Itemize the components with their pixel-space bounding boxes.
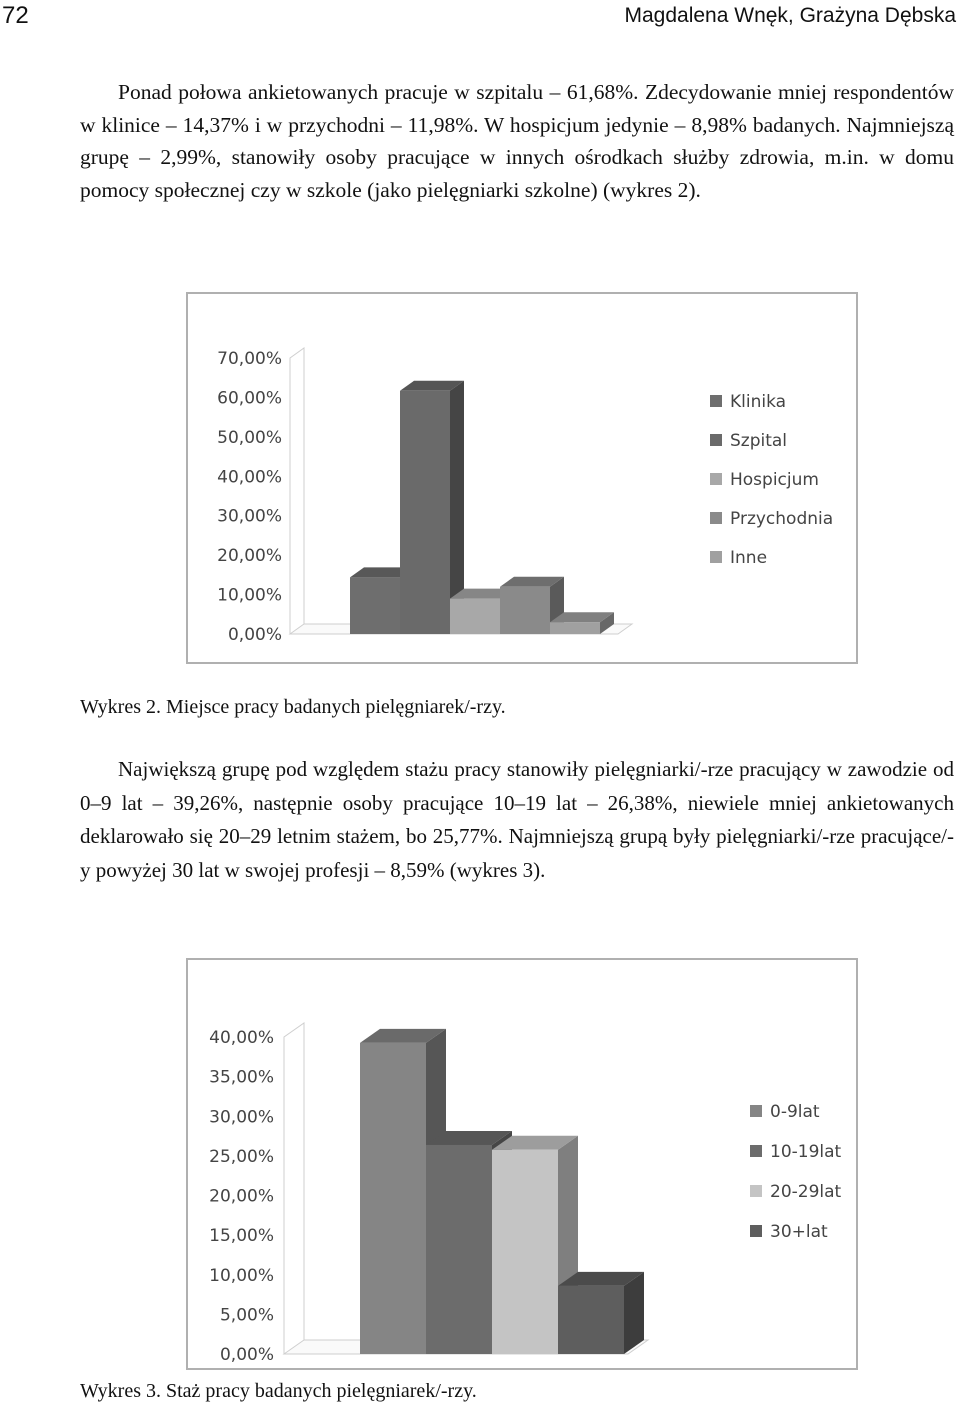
chart-wall: [284, 1023, 304, 1354]
bar-front: [360, 1043, 426, 1354]
legend-swatch: [750, 1185, 762, 1197]
bar-30-lat: [558, 1272, 644, 1354]
legend-label: 30+lat: [770, 1222, 828, 1242]
legend-swatch: [710, 395, 722, 407]
bar-front: [558, 1286, 624, 1354]
chart-workplace-plot: [188, 294, 856, 662]
caption-chart-3: Wykres 3. Staż pracy badanych pielęgniarek/-rzy.: [80, 1380, 477, 1402]
bar-front: [500, 587, 550, 634]
paragraph-seniority: Największą grupę pod względem stażu pracy stanowiły pielęgniarki/-rze pracujący w zawodzie od 0–9 lat – 39,26%, następnie osoby pracujące 10–19 lat – 26,38%, niewiele mniej ankietowanych deklarowało się 20–29 letnim stażem, bo 25,77%. Najmniejszą grupą były pielęgniarki/-rze pracujące/-y powyżej 30 lat w swojej profesji – 8,59% (wykres 3).: [80, 757, 954, 882]
legend-swatch: [710, 551, 722, 563]
legend-swatch: [750, 1145, 762, 1157]
caption-chart-2: Wykres 2. Miejsce pracy badanych pielęgniarek/-rzy.: [80, 696, 506, 718]
y-tick-label: 0,00%: [219, 1345, 274, 1365]
legend-swatch: [710, 512, 722, 524]
legend-label: Hospicjum: [730, 470, 819, 490]
y-tick-label: 30,00%: [209, 1107, 274, 1128]
legend-swatch: [750, 1105, 762, 1117]
y-tick-label: 10,00%: [209, 1265, 274, 1286]
y-tick-label: 0,00%: [227, 625, 282, 645]
y-tick-label: 15,00%: [209, 1226, 274, 1247]
y-tick-label: 30,00%: [217, 506, 282, 527]
y-tick-label: 20,00%: [217, 546, 282, 567]
legend-label: Szpital: [730, 431, 788, 451]
bar-front: [550, 622, 600, 634]
y-tick-label: 60,00%: [217, 388, 282, 409]
bar-inne: [550, 612, 614, 634]
legend-swatch: [710, 434, 722, 446]
chart-seniority: [186, 958, 858, 1370]
bar-front: [450, 599, 500, 634]
legend-label: Przychodnia: [730, 509, 834, 529]
legend-label: 20-29lat: [770, 1182, 842, 1202]
legend-label: 0-9lat: [770, 1102, 820, 1122]
legend-swatch: [750, 1225, 762, 1237]
chart-workplace: [186, 292, 858, 664]
running-header-authors: Magdalena Wnęk, Grażyna Dębska: [624, 4, 956, 27]
y-tick-label: 25,00%: [209, 1146, 274, 1167]
bar-front: [400, 391, 450, 634]
y-tick-label: 20,00%: [209, 1186, 274, 1207]
y-tick-label: 5,00%: [219, 1305, 274, 1326]
chart-seniority-plot: [188, 960, 856, 1368]
page-number: 72: [2, 2, 29, 29]
chart-wall: [290, 348, 304, 634]
legend-label: 10-19lat: [770, 1142, 842, 1162]
paragraph-workplace: Ponad połowa ankietowanych pracuje w szpitalu – 61,68%. Zdecydowanie mniej respondentów w klinice – 14,37% i w przychodni – 11,98%. W hospicjum jedynie – 8,98% badanych. Najmniejszą grupę – 2,99%, stanowiły osoby pracujące w innych ośrodkach służby zdrowia, m.in. w domu pomocy społecznej czy w szkole (jako pielęgniarki szkolne) (wykres 2).: [80, 80, 954, 202]
legend-label: Klinika: [730, 392, 787, 412]
y-tick-label: 35,00%: [209, 1067, 274, 1088]
y-tick-label: 50,00%: [217, 427, 282, 448]
bar-front: [350, 577, 400, 634]
legend-label: Inne: [730, 548, 768, 568]
bar-front: [426, 1145, 492, 1354]
y-tick-label: 40,00%: [209, 1028, 274, 1048]
y-tick-label: 10,00%: [217, 585, 282, 606]
bar-side: [624, 1272, 644, 1354]
y-tick-label: 70,00%: [217, 349, 282, 369]
bar-front: [492, 1150, 558, 1354]
legend-swatch: [710, 473, 722, 485]
y-tick-label: 40,00%: [217, 467, 282, 488]
